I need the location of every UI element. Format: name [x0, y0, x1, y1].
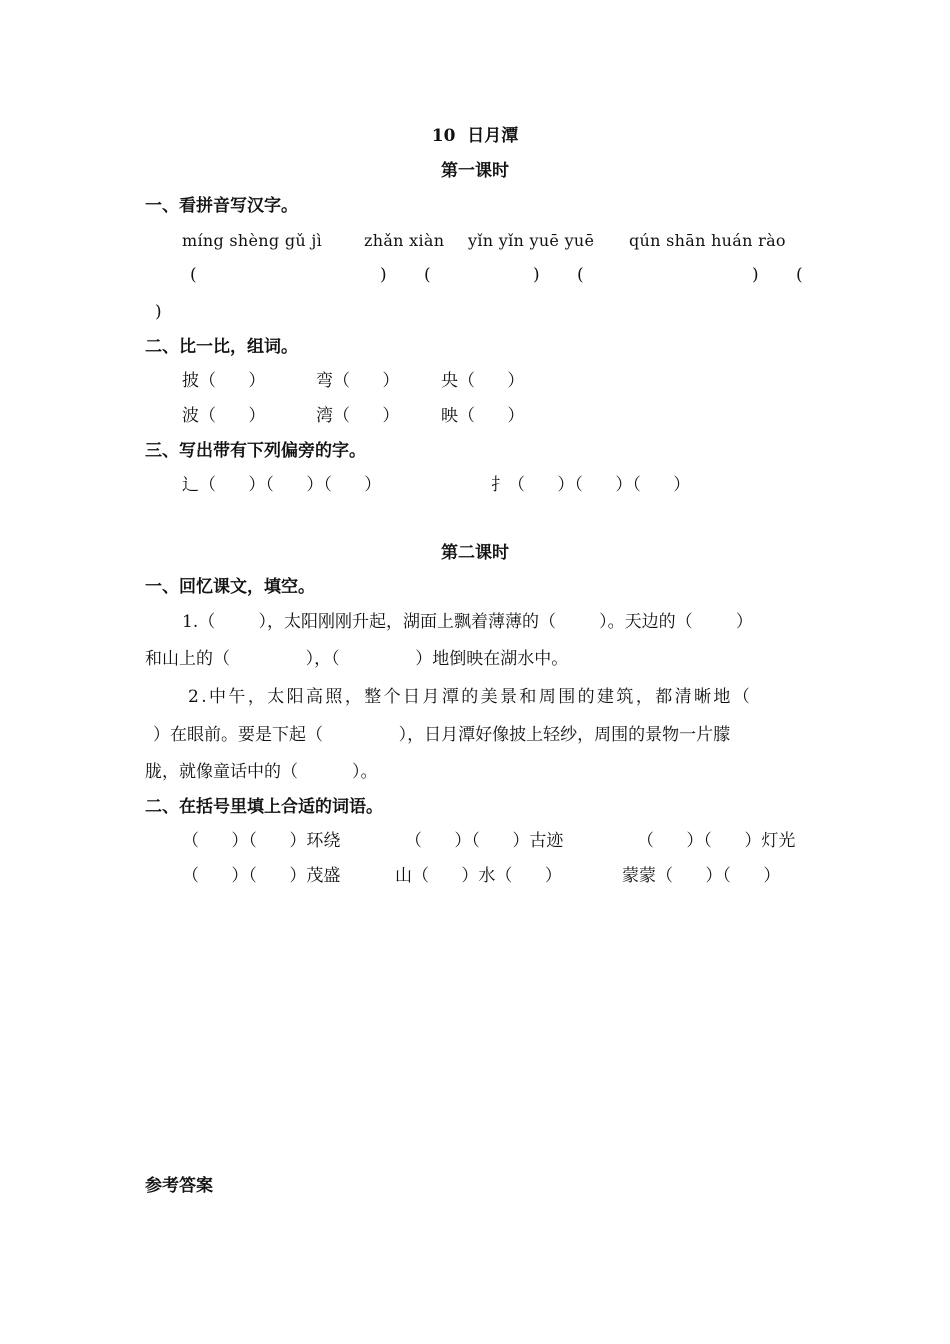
- word-fill: （ ）（ ）环绕: [182, 831, 341, 851]
- answer-blank-close: ): [752, 265, 759, 285]
- compare-word: 央（ ）: [441, 371, 525, 391]
- fill-blank-line: 胧，就像童话中的（ ）。: [145, 762, 378, 782]
- document-title: 10 日月潭: [431, 126, 519, 146]
- radical-row: 辶（ ）（ ）（ ）: [182, 475, 382, 495]
- word-fill: （ ）（ ）古迹: [405, 831, 564, 851]
- lesson1-q1-title: 一、看拼音写汉字。: [145, 196, 298, 216]
- lesson2-q2-title: 二、在括号里填上合适的词语。: [145, 797, 383, 817]
- word-fill: 蒙蒙（ ）（ ）: [622, 866, 781, 886]
- answer-blank-close: ): [155, 302, 162, 322]
- compare-word: 映（ ）: [441, 406, 525, 426]
- lesson1-q2-title: 二、比一比，组词。: [145, 337, 298, 357]
- pinyin-1: míng shèng gǔ jì: [182, 231, 323, 250]
- fill-blank-line: ）在眼前。要是下起（ ），日月潭好像披上轻纱，周围的景物一片朦: [153, 725, 731, 745]
- fill-blank-line: 2.中午，太阳高照，整个日月潭的美景和周围的建筑，都清晰地（: [188, 687, 753, 707]
- lesson1-heading: 第一课时: [441, 161, 509, 181]
- pinyin-3: yǐn yǐn yuē yuē: [468, 231, 595, 250]
- answer-blank-open: (: [577, 265, 584, 285]
- lesson2-heading: 第二课时: [441, 543, 509, 563]
- answer-blank-open: (: [424, 265, 431, 285]
- lesson2-q1-title: 一、回忆课文，填空。: [145, 577, 315, 597]
- pinyin-4: qún shān huán rào: [629, 231, 786, 250]
- pinyin-2: zhǎn xiàn: [364, 231, 445, 250]
- compare-word: 披（ ）: [182, 371, 266, 391]
- answer-blank-open: (: [190, 265, 197, 285]
- compare-word: 湾（ ）: [316, 406, 400, 426]
- fill-blank-line: 和山上的（ ），（ ）地倒映在湖水中。: [145, 649, 569, 669]
- answer-blank-close: ): [533, 265, 540, 285]
- compare-word: 波（ ）: [182, 406, 266, 426]
- fill-blank-line: 1.（ ），太阳刚刚升起，湖面上飘着薄薄的（ ）。天边的（ ）: [182, 612, 753, 632]
- answer-blank-close: ): [380, 265, 387, 285]
- answers-heading: 参考答案: [145, 1176, 213, 1196]
- word-fill: （ ）（ ）茂盛: [182, 866, 341, 886]
- lesson1-q3-title: 三、写出带有下列偏旁的字。: [145, 441, 366, 461]
- radical-row: 扌（ ）（ ）（ ）: [491, 475, 691, 495]
- answer-blank-open: (: [796, 265, 803, 285]
- compare-word: 弯（ ）: [316, 371, 400, 391]
- word-fill: 山（ ）水（ ）: [395, 866, 562, 886]
- word-fill: （ ）（ ）灯光: [637, 831, 796, 851]
